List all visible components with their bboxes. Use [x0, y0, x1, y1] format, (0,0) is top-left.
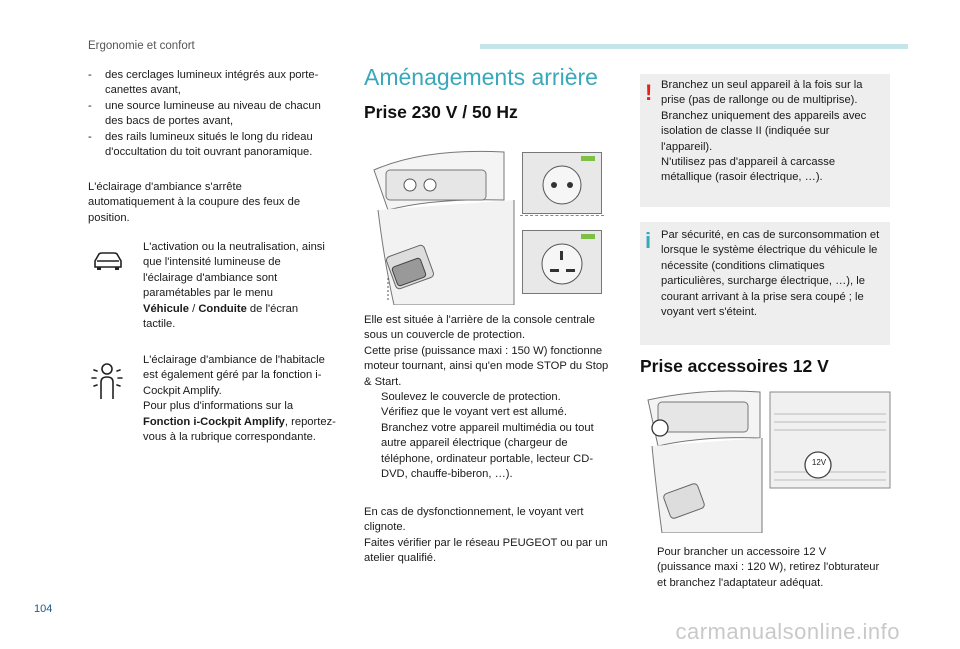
subtitle-230v: Prise 230 V / 50 Hz — [364, 102, 518, 122]
list-item: Branchez votre appareil multimédia ou tout autre appareil électrique (chargeur de téléphone, ordinateur portable, lecteur CD-DVD, chauffe-biberon, …). — [381, 421, 594, 481]
desc-230v: Elle est située à l'arrière de la console centrale sous un couvercle de protection. Cette prise (puissance maxi : 150 W) fonctionne moteur tournant, ainsi qu'en mode STOP du Stop & Start. Soulevez le couvercle de protection. Vérifiez que le voyant vert est allumé. Branchez votre appareil multimédia ou tout autre appareil électrique (chargeur de téléphone, ordinateur portable, lecteur CD-DVD, chauffe-biberon, …). — [364, 313, 614, 482]
feature-list — [88, 68, 338, 160]
socket-12v-label: 12V — [811, 458, 827, 467]
socket-230v-closeup-1 — [522, 152, 602, 214]
watermark: carmanualsonline.info — [675, 619, 900, 644]
socket-230v-closeup-2 — [522, 230, 602, 294]
list-item: - des rails lumineux situés le long du rideau d'occultation du toit ouvrant panoramique. — [88, 130, 313, 159]
chapter-bar — [480, 44, 908, 49]
note-settings: L'activation ou la neutralisation, ainsi que l'intensité lumineuse de l'éclairage d'ambiance sont paramétables par le menu Véhicule / Conduite de l'écran tactile. — [143, 241, 325, 331]
divider — [520, 215, 604, 216]
note-cockpit: L'éclairage d'ambiance de l'habitacle est également géré par la fonction i-Cockpit Amplify. Pour plus d'informations sur la Fonction i-Cockpit Amplify, reportez-vous à la rubrique correspondante. — [143, 354, 336, 444]
info-icon: i — [645, 228, 652, 253]
warning-text: Branchez un seul appareil à la fois sur la prise (pas de rallonge ou de multiprise). Branchez uniquement des appareils avec isolation de classe II (indiquée sur l'appareil). N'utilisez pas d'appareil à carcasse métallique (rasoir électrique, …). — [661, 79, 867, 184]
step-12v — [640, 545, 880, 591]
paragraph: L'éclairage d'ambiance s'arrête automatiquement à la coupure des feux de position. — [88, 181, 301, 224]
page-number: 104 — [34, 603, 53, 615]
console-12v-illustration — [642, 388, 892, 533]
warning-icon: ! — [645, 80, 653, 105]
list-item: Vérifiez que le voyant vert est allumé. — [381, 406, 567, 419]
info-text: Par sécurité, en cas de surconsommation et lorsque le système électrique du véhicule le nécessite (conditions climatiques particulières, surcharge électrique, …), le courant arrivant à la prise sera coupé ; le voyant vert s'éteint. — [661, 229, 880, 319]
subtitle-12v: Prise accessoires 12 V — [640, 356, 829, 376]
list-item: Pour brancher un accessoire 12 V (puissance maxi : 120 W), retirez l'obturateur et branchez l'adaptateur adéquat. — [657, 546, 880, 589]
car-icon — [92, 250, 124, 277]
section-title: Aménagements arrière — [364, 64, 598, 90]
list-item: - une source lumineuse au niveau de chacun des bacs de portes avant, — [88, 99, 321, 128]
chapter-title: Ergonomie et confort — [88, 40, 195, 52]
list-item: - des cerclages lumineux intégrés aux porte-canettes avant, — [88, 69, 319, 97]
person-icon — [88, 362, 126, 407]
malfunction-note: En cas de dysfonctionnement, le voyant vert clignote. Faites vérifier par le réseau PEUGEOT ou par un atelier qualifié. — [364, 506, 608, 565]
list-item: Soulevez le couvercle de protection. — [381, 391, 561, 404]
